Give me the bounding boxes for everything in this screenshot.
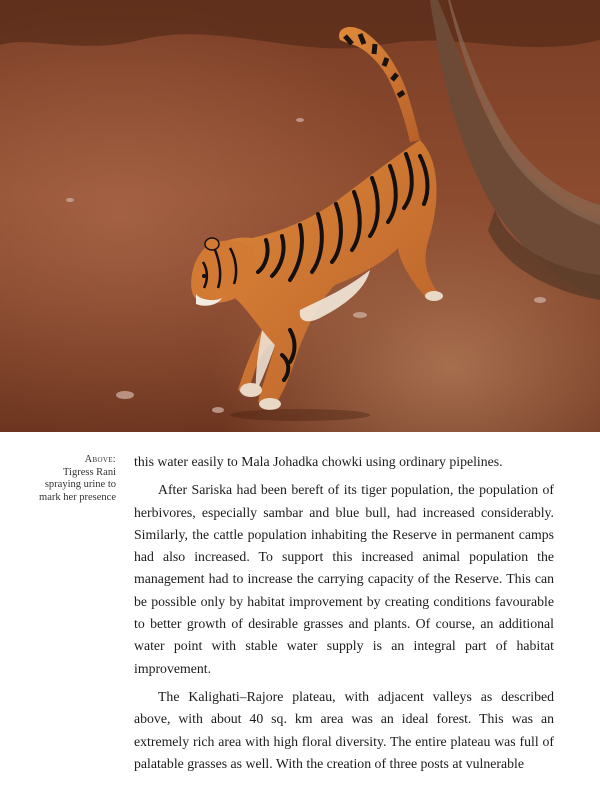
paragraph: After Sariska had been bereft of its tiger population, the population of herbivores, especially sambar and blue bull, had increased considerably. Similarly, the cattle population inhabiting the Reserve in permanent camps had also increased. To support this increased animal population the management had to increase the carrying capacity of the Reserve. This can be possible only by habitat improvement by creating conditions favourable to better growth of desirable grasses and plants. Of course, an additional water point with stable water supply is an integral part of habitat improvement. xyxy=(134,482,554,676)
caption-lead: Above: xyxy=(84,454,116,465)
caption-line: mark her presence xyxy=(39,491,116,503)
caption-line: spraying urine to xyxy=(44,479,116,490)
paragraph-continuation: this water easily to Mala Johadka chowki using ordinary pipelines. xyxy=(134,454,503,469)
paragraph: The Kalighati–Rajore plateau, with adjacent valleys as described above, with about 40 sq. km area was an ideal forest. This was an extremely rich area with high floral diversity. The entire plateau was full of palatable grasses as well. With the creation of three posts at vulnerable xyxy=(134,688,554,771)
caption-line: Tigress Rani xyxy=(63,466,116,478)
body-text xyxy=(134,451,554,775)
photo-caption xyxy=(30,454,116,504)
